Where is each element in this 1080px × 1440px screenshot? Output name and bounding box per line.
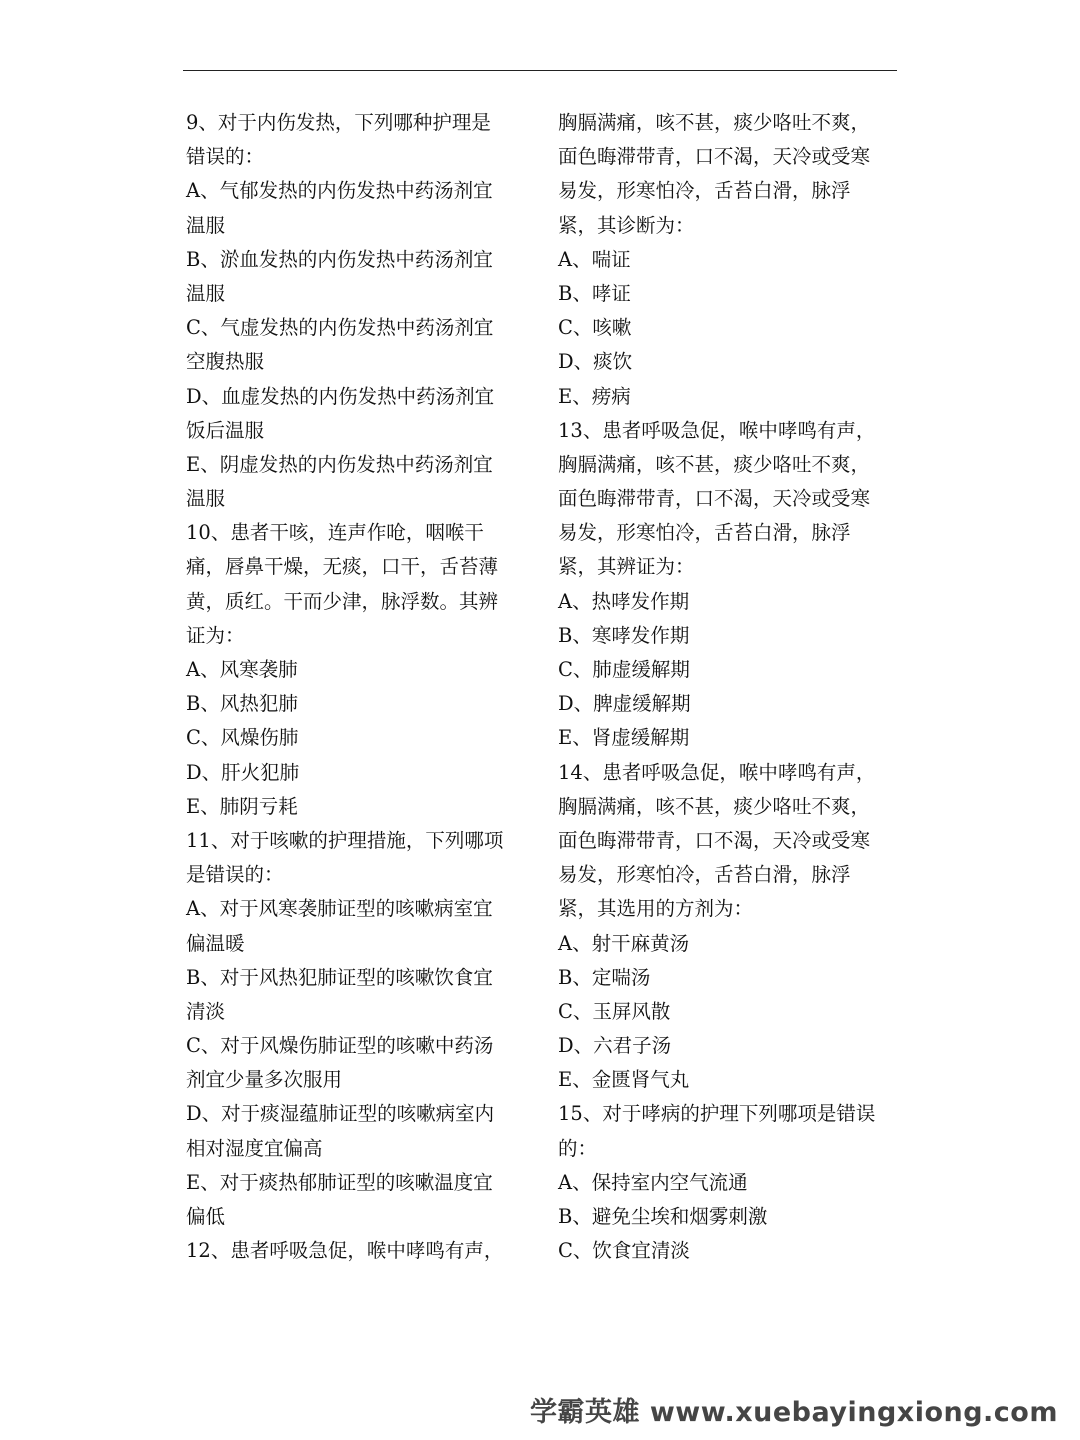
text-line: C、气虚发热的内伤发热中药汤剂宜 [186, 316, 494, 340]
text-line: C、风燥伤肺 [186, 726, 299, 750]
left-column [186, 106, 531, 1268]
text-line: C、饮食宜清淡 [558, 1239, 690, 1263]
text-line: D、脾虚缓解期 [558, 692, 691, 716]
text-line: 偏低 [186, 1205, 226, 1228]
text-line: 面色晦滞带青，口不渴，天冷或受寒 [558, 828, 871, 852]
text-line: 胸膈满痛，咳不甚，痰少咯吐不爽， [558, 111, 871, 134]
text-line: 易发，形寒怕冷，舌苔白滑，脉浮 [558, 521, 851, 545]
text-line: 易发，形寒怕冷，舌苔白滑，脉浮 [558, 863, 851, 887]
text-line: 温服 [186, 281, 226, 305]
text-line: 面色晦滞带青，口不渴，天冷或受寒 [558, 145, 871, 169]
text-line: E、对于痰热郁肺证型的咳嗽温度宜 [186, 1170, 493, 1194]
text-line: C、咳嗽 [558, 316, 632, 340]
text-line: B、避免尘埃和烟雾刺激 [558, 1205, 768, 1228]
text-line: 胸膈满痛，咳不甚，痰少咯吐不爽， [558, 794, 871, 818]
text-line: 相对湿度宜偏高 [186, 1136, 323, 1160]
text-line: 面色晦滞带青，口不渴，天冷或受寒 [558, 487, 871, 511]
text-line: 温服 [186, 213, 226, 237]
text-line: 12、患者呼吸急促，喉中哮鸣有声， [186, 1239, 504, 1263]
text-line: 胸膈满痛，咳不甚，痰少咯吐不爽， [558, 452, 871, 476]
text-line: E、肾虚缓解期 [558, 726, 690, 750]
text-line: D、血虚发热的内伤发热中药汤剂宜 [186, 384, 495, 408]
text-line: B、对于风热犯肺证型的咳嗽饮食宜 [186, 965, 493, 989]
text-line: 的： [558, 1136, 598, 1160]
text-line: 证为： [186, 623, 245, 647]
right-column [558, 106, 903, 1268]
text-line: B、淤血发热的内伤发热中药汤剂宜 [186, 247, 493, 271]
text-line: E、痨病 [558, 384, 631, 408]
text-line: C、肺虚缓解期 [558, 658, 690, 681]
text-line: 10、患者干咳，连声作呛，咽喉干 [186, 521, 484, 545]
text-line: 温服 [186, 487, 226, 511]
text-line: 错误的： [186, 145, 265, 169]
text-line: E、金匮肾气丸 [558, 1068, 690, 1092]
text-line: E、肺阴亏耗 [186, 794, 298, 818]
text-line: D、对于痰湿蕴肺证型的咳嗽病室内 [186, 1102, 495, 1126]
site-watermark: 学霸英雄 www.xuebayingxiong.com [529, 1397, 1058, 1428]
header-rule [183, 70, 897, 71]
text-line: E、阴虚发热的内伤发热中药汤剂宜 [186, 452, 493, 476]
text-line: C、玉屏风散 [558, 999, 671, 1023]
text-line: A、射干麻黄汤 [558, 931, 690, 955]
text-line: A、对于风寒袭肺证型的咳嗽病室宜 [186, 897, 493, 921]
text-line: 紧，其选用的方剂为： [558, 897, 754, 921]
text-line: 15、对于哮病的护理下列哪项是错误 [558, 1102, 876, 1126]
text-line: B、寒哮发作期 [558, 623, 690, 647]
text-line: D、六君子汤 [558, 1034, 672, 1058]
text-line: 剂宜少量多次服用 [186, 1068, 343, 1092]
text-line: 9、对于内伤发热，下列哪种护理是 [186, 111, 491, 134]
text-line: A、气郁发热的内伤发热中药汤剂宜 [186, 179, 493, 203]
text-line: 13、患者呼吸急促，喉中哮鸣有声， [558, 418, 876, 442]
text-line: A、保持室内空气流通 [558, 1170, 748, 1194]
text-line: B、定喘汤 [558, 965, 651, 989]
text-line: 14、患者呼吸急促，喉中哮鸣有声， [558, 760, 876, 784]
text-line: 饭后温服 [186, 418, 265, 442]
text-line: 痛，唇鼻干燥，无痰，口干，舌苔薄 [186, 555, 499, 579]
text-line: A、喘证 [558, 247, 631, 271]
text-line: 11、对于咳嗽的护理措施，下列哪项 [186, 828, 504, 852]
text-line: C、对于风燥伤肺证型的咳嗽中药汤 [186, 1034, 494, 1058]
text-line: A、热哮发作期 [558, 589, 690, 613]
text-line: 紧，其诊断为： [558, 213, 695, 237]
text-line: A、风寒袭肺 [186, 658, 298, 681]
text-line: 空腹热服 [186, 350, 265, 374]
text-line: 偏温暖 [186, 931, 245, 955]
text-line: 是错误的： [186, 863, 284, 887]
text-line: 清淡 [186, 999, 226, 1023]
text-line: 紧，其辨证为： [558, 555, 695, 579]
text-line: D、肝火犯肺 [186, 760, 300, 784]
text-line: B、风热犯肺 [186, 692, 298, 716]
text-line: B、哮证 [558, 281, 631, 305]
text-line: 黄，质红。干而少津，脉浮数。其辨 [186, 589, 499, 613]
text-line: D、痰饮 [558, 350, 633, 374]
text-line: 易发，形寒怕冷，舌苔白滑，脉浮 [558, 179, 851, 203]
